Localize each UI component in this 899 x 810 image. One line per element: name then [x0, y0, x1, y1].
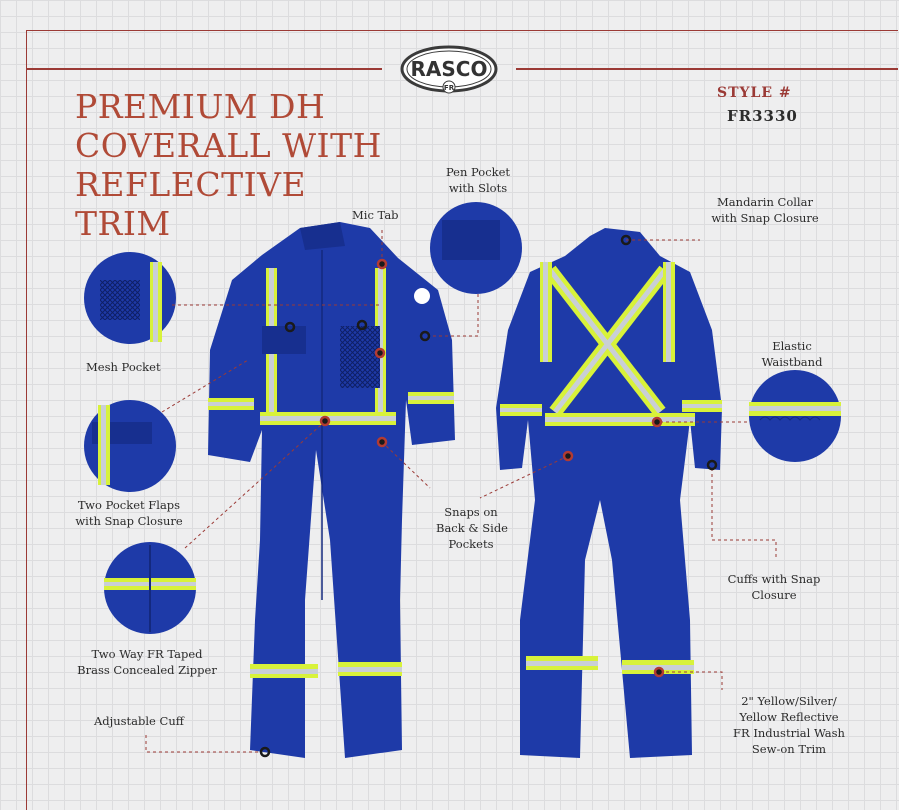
logo-badge: FR	[443, 84, 455, 92]
callout-mandarin-collar: Mandarin Collar with Snap Closure	[711, 195, 819, 225]
style-number: FR3330	[727, 107, 798, 125]
detail-elastic-waistband	[749, 370, 841, 462]
callout-elastic-waistband: Elastic Waistband	[761, 339, 823, 369]
style-label: STYLE #	[717, 85, 792, 101]
logo-wordmark: RASCO	[410, 57, 488, 81]
callout-snaps: Snaps on Back & Side Pockets	[436, 505, 508, 551]
callout-pocket-flaps: Two Pocket Flaps with Snap Closure	[75, 498, 183, 528]
detail-pen-pocket	[430, 202, 522, 294]
page-title: PREMIUM DH COVERALL WITH REFLECTIVE TRIM	[75, 87, 382, 243]
callout-zipper: Two Way FR Taped Brass Concealed Zipper	[77, 647, 217, 677]
callout-pen-pocket: Pen Pocket with Slots	[445, 165, 511, 195]
back-coverall	[496, 228, 722, 758]
front-coverall	[208, 222, 455, 758]
detail-zipper	[104, 542, 196, 634]
callout-reflective-trim: 2" Yellow/Silver/ Yellow Reflective FR Industrial Wash Sew-on Trim	[733, 694, 845, 756]
callout-cuffs: Cuffs with Snap Closure	[727, 572, 821, 602]
callout-adjustable-cuff: Adjustable Cuff	[94, 714, 184, 728]
callout-mesh-pocket: Mesh Pocket	[86, 360, 161, 374]
detail-mesh-pocket	[84, 252, 176, 344]
detail-pocket-flaps	[84, 400, 176, 492]
callout-mic-tab: Mic Tab	[352, 208, 399, 222]
